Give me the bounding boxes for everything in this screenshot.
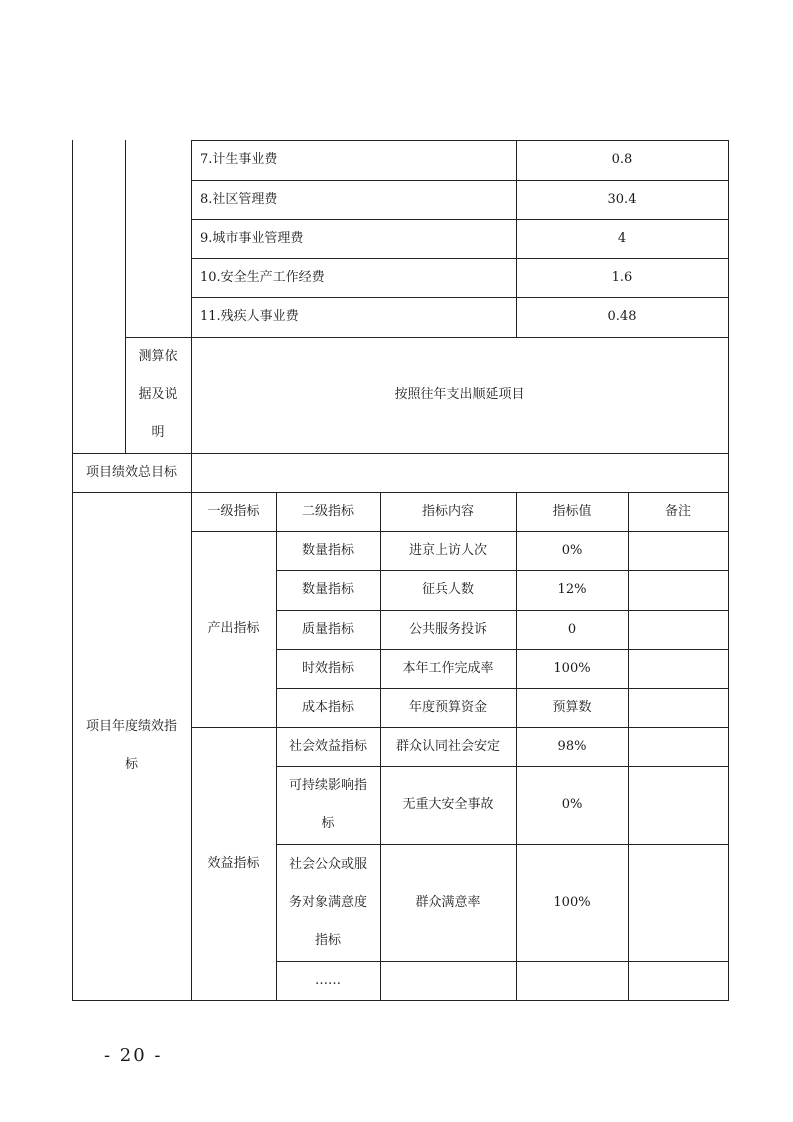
output-content: 公共服务投诉 [408, 621, 487, 637]
benefit-content: 无重大安全事故 [402, 797, 494, 813]
expense-value: 30.4 [607, 191, 637, 207]
benefit-sub-line: 社会公众或服 [288, 856, 367, 872]
header-content: 指标内容 [421, 503, 474, 519]
output-content: 进京上访人次 [408, 542, 487, 558]
expense-label: 9.城市事业管理费 [200, 230, 304, 246]
benefit-value: 100% [553, 894, 591, 910]
output-value: 100% [553, 660, 591, 676]
output-sub: 数量指标 [301, 542, 354, 558]
benefit-note [628, 766, 728, 844]
output-content: 本年工作完成率 [402, 660, 494, 676]
benefit-sub [276, 844, 380, 961]
header-level1: 一级指标 [207, 503, 260, 519]
basis-label [125, 337, 191, 453]
expense-value: 1.6 [611, 269, 633, 285]
benefit-value [516, 961, 628, 1000]
page-number: - 20 - [104, 1045, 163, 1066]
benefit-sub [276, 961, 380, 1000]
benefit-sub-line: 可持续影响指 [288, 778, 367, 793]
output-content: 征兵人数 [421, 582, 474, 598]
benefit-sub-line: 社会效益指标 [288, 738, 367, 754]
row-line [72, 1000, 729, 1001]
output-value: 0% [561, 542, 583, 558]
overall-goal-value [191, 453, 728, 492]
benefit-sub-line: 指标 [314, 932, 341, 948]
benefit-sub [276, 766, 380, 844]
annual-label-line: 标 [124, 757, 138, 772]
output-note [628, 610, 728, 649]
output-label: 产出指标 [207, 621, 260, 637]
basis-label-line: 据及说 [138, 387, 178, 402]
output-note [628, 688, 728, 727]
output-note [628, 649, 728, 688]
benefit-content: 群众满意率 [415, 894, 481, 910]
output-sub: 时效指标 [301, 660, 354, 676]
basis-label-line: 明 [151, 425, 165, 440]
benefit-value: 0% [561, 797, 583, 813]
expense-label: 10.安全生产工作经费 [200, 269, 325, 285]
output-value: 12% [557, 582, 587, 598]
benefit-sub [276, 727, 380, 766]
benefit-label: 效益指标 [207, 855, 260, 871]
benefit-note [628, 844, 728, 961]
benefit-note [628, 727, 728, 766]
benefit-note [628, 961, 728, 1000]
header-level2: 二级指标 [301, 503, 354, 519]
expense-label: 8.社区管理费 [200, 191, 278, 207]
benefit-sub-line: 标 [321, 816, 335, 831]
output-sub: 成本指标 [301, 699, 354, 715]
output-sub: 数量指标 [301, 582, 354, 598]
basis-label-line: 测算依 [138, 349, 178, 364]
expense-label: 7.计生事业费 [200, 152, 278, 168]
output-note [628, 531, 728, 570]
expense-value: 0.8 [611, 152, 633, 168]
header-value: 指标值 [552, 503, 592, 519]
expense-value: 0.48 [607, 309, 637, 325]
basis-text: 按照往年支出顺延项目 [394, 387, 525, 403]
col-line [728, 140, 729, 1001]
output-sub: 质量指标 [301, 621, 354, 637]
header-note: 备注 [664, 503, 691, 519]
output-content: 年度预算资金 [408, 699, 487, 715]
benefit-content: 群众认同社会安定 [395, 738, 500, 754]
benefit-value: 98% [557, 738, 587, 754]
benefit-sub-line: …… [315, 972, 341, 988]
output-note [628, 570, 728, 610]
expense-value: 4 [617, 230, 627, 246]
benefit-sub-line: 务对象满意度 [288, 894, 367, 910]
benefit-content [380, 961, 516, 1000]
annual-label [72, 492, 191, 1000]
output-value: 0 [567, 621, 577, 637]
output-value: 预算数 [552, 699, 592, 715]
annual-label-line: 项目年度绩效指 [85, 719, 177, 734]
overall-goal-label: 项目绩效总目标 [85, 464, 177, 480]
expense-label: 11.残疾人事业费 [200, 309, 299, 325]
